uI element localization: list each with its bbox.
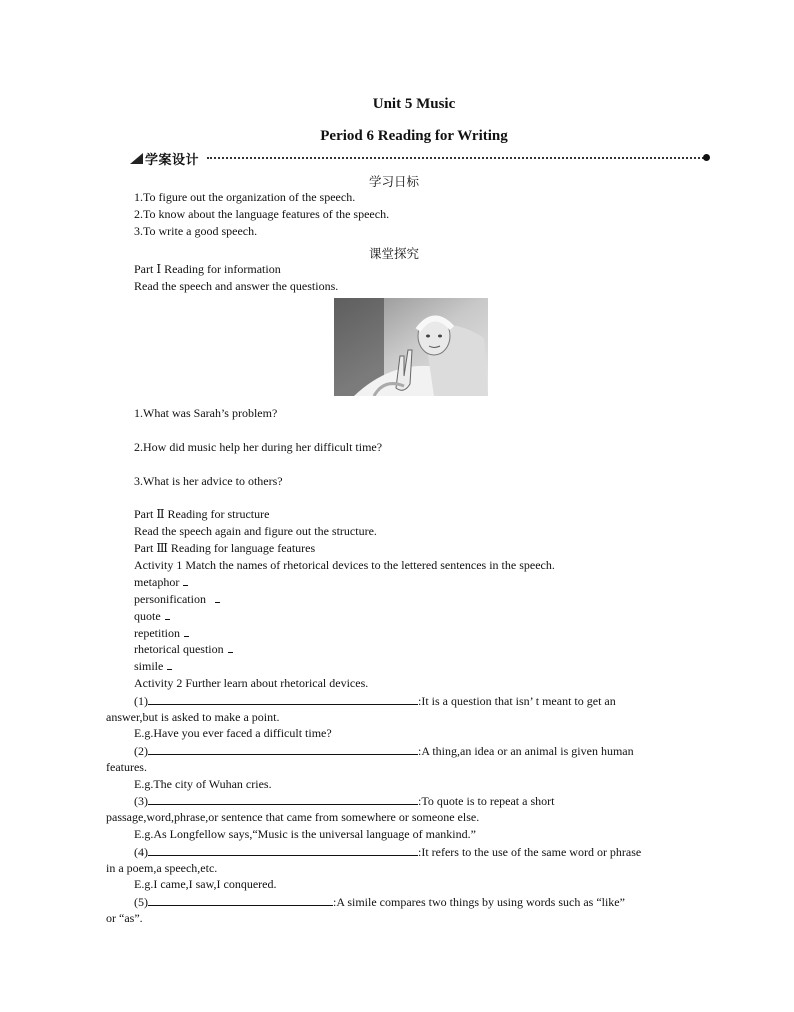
- answer-blank[interactable]: [148, 692, 418, 705]
- device-item-2: [134, 742, 634, 759]
- unit-title: Unit 5 Music: [372, 96, 456, 112]
- answer-blank[interactable]: [183, 575, 188, 586]
- item-number: (4): [134, 845, 148, 859]
- item-number: (2): [134, 744, 148, 758]
- item-definition: :A thing,an idea or an animal is given human: [418, 744, 634, 758]
- dotted-divider: [207, 157, 704, 159]
- device-item-4: [134, 843, 641, 860]
- device-personification: [134, 591, 220, 607]
- activity-1: Activity 1 Match the names of rhetorical devices to the lettered sentences in the speech.: [134, 558, 555, 572]
- photo-illustration: [334, 298, 488, 396]
- device-quote: [134, 608, 170, 624]
- question-1: 1.What was Sarah’s problem?: [134, 406, 278, 420]
- device-item-5: [134, 893, 625, 910]
- classroom-heading: 课堂探究: [368, 246, 419, 261]
- answer-blank[interactable]: [148, 843, 418, 856]
- part2-title: Part Ⅱ Reading for structure: [134, 507, 270, 521]
- question-2: 2.How did music help her during her difficult time?: [134, 440, 383, 454]
- device-rhetorical-question: [134, 641, 233, 657]
- item-number: (1): [134, 694, 148, 708]
- device-metaphor: [134, 574, 188, 590]
- objective-item: 2.To know about the language features of the speech.: [134, 207, 390, 221]
- item-number: (5): [134, 895, 148, 909]
- answer-blank[interactable]: [228, 642, 233, 653]
- photo-elderly-woman: [334, 298, 488, 396]
- device-simile: [134, 658, 172, 674]
- device-label: rhetorical question: [134, 642, 224, 656]
- part1-title: Part Ⅰ Reading for information: [134, 262, 281, 276]
- banner-label: 学案设计: [145, 153, 200, 168]
- answer-blank[interactable]: [215, 592, 220, 603]
- item-example: E.g.I came,I saw,I conquered.: [134, 877, 277, 891]
- objective-item: 1.To figure out the organization of the speech.: [134, 190, 356, 204]
- device-repetition: [134, 625, 189, 641]
- device-label: repetition: [134, 626, 180, 640]
- device-label: quote: [134, 609, 161, 623]
- answer-blank[interactable]: [165, 609, 170, 620]
- item-definition-cont: features.: [106, 760, 147, 774]
- item-definition-cont: in a poem,a speech,etc.: [106, 861, 218, 875]
- item-example: E.g.The city of Wuhan cries.: [134, 777, 272, 791]
- answer-blank[interactable]: [148, 742, 418, 755]
- device-item-1: [134, 692, 616, 709]
- period-title: Period 6 Reading for Writing: [320, 128, 508, 144]
- item-example: E.g.As Longfellow says,“Music is the universal language of mankind.”: [134, 827, 476, 841]
- item-definition-cont: or “as”.: [106, 911, 143, 925]
- part3-title: Part Ⅲ Reading for language features: [134, 541, 316, 555]
- dot-end-icon: [703, 154, 710, 161]
- item-example: E.g.Have you ever faced a difficult time?: [134, 726, 332, 740]
- device-label: metaphor: [134, 575, 180, 589]
- device-label: personification: [134, 592, 206, 606]
- part2-instruction: Read the speech again and figure out the structure.: [134, 524, 377, 538]
- answer-blank[interactable]: [184, 626, 189, 637]
- answer-blank[interactable]: [148, 792, 418, 805]
- item-definition-cont: answer,but is asked to make a point.: [106, 710, 280, 724]
- device-item-3: [134, 792, 554, 809]
- activity-2: Activity 2 Further learn about rhetorical devices.: [134, 676, 369, 690]
- question-3: 3.What is her advice to others?: [134, 474, 283, 488]
- item-definition: :It refers to the use of the same word or phrase: [418, 845, 642, 859]
- triangle-icon: [130, 153, 143, 164]
- item-definition: :To quote is to repeat a short: [418, 794, 555, 808]
- answer-blank[interactable]: [148, 893, 333, 906]
- objectives-heading: 学习日标: [368, 174, 419, 189]
- item-definition-cont: passage,word,phrase,or sentence that came from somewhere or someone else.: [106, 810, 480, 824]
- item-definition: :A simile compares two things by using words such as “like”: [333, 895, 625, 909]
- item-definition: :It is a question that isn’ t meant to get an: [418, 694, 616, 708]
- device-label: simile: [134, 659, 164, 673]
- section-banner: [130, 148, 710, 168]
- item-number: (3): [134, 794, 148, 808]
- part1-instruction: Read the speech and answer the questions.: [134, 279, 339, 293]
- answer-blank[interactable]: [167, 659, 172, 670]
- objective-item: 3.To write a good speech.: [134, 224, 258, 238]
